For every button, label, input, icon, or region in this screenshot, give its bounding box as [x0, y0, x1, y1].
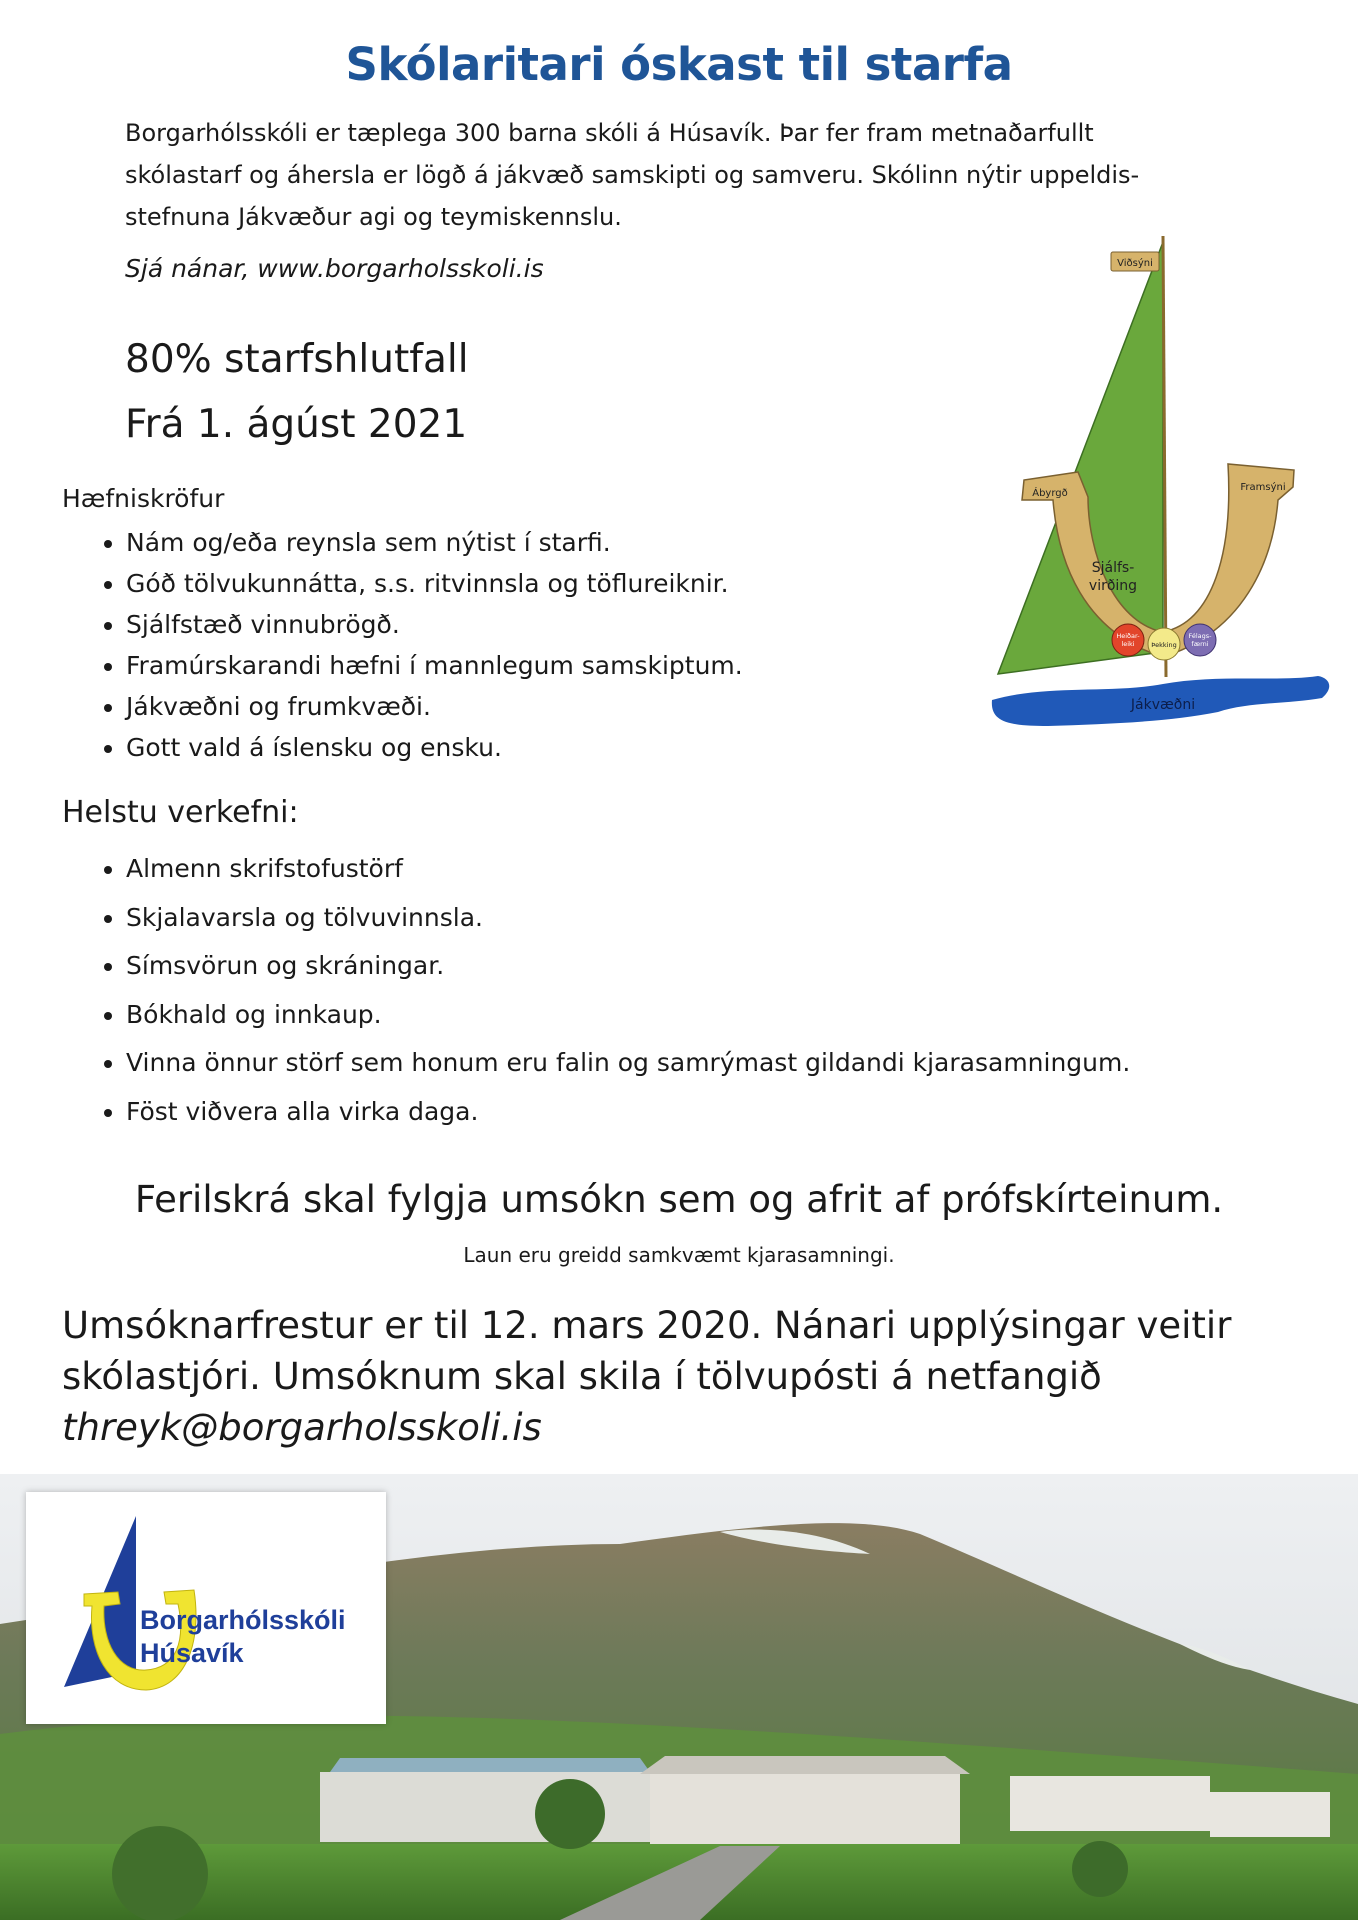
circle-left-label: leiki	[1121, 640, 1135, 648]
logo-text	[140, 1604, 346, 1670]
tree	[1072, 1841, 1128, 1897]
logo-name-line2: Húsavík	[140, 1638, 244, 1668]
circle-right-label: færni	[1191, 640, 1209, 648]
tasks-list	[62, 845, 1130, 1136]
right-arm-label: Framsýni	[1240, 482, 1286, 493]
apartment-building	[1210, 1792, 1330, 1837]
list-item: • Bókhald og innkaup.	[126, 991, 1130, 1040]
cv-notice: Ferilskrá skal fylgja umsókn sem og afrit af prófskírteinum.	[134, 1178, 1224, 1221]
list-item: • Sjálfstæð vinnubrögð.	[126, 604, 743, 645]
center-label-line1: Sjálfs-	[1091, 560, 1135, 576]
tree	[112, 1826, 208, 1920]
school-building	[650, 1774, 960, 1854]
sail-shape	[998, 242, 1163, 674]
tasks-heading: Helstu verkefni:	[62, 795, 299, 830]
left-arm-label: Ábyrgð	[1032, 488, 1068, 499]
application-line: skólastjóri. Umsóknum skal skila í tölvupósti á netfangið	[62, 1355, 1102, 1398]
list-item: • Góð tölvukunnátta, s.s. ritvinnsla og töflureiknir.	[126, 563, 743, 604]
qualifications-heading: Hæfniskröfur	[62, 484, 225, 513]
intro-paragraph	[125, 112, 1225, 238]
list-item: • Föst viðvera alla virka daga.	[126, 1088, 1130, 1137]
school-logo	[26, 1492, 386, 1724]
intro-line: Borgarhólsskóli er tæplega 300 barna skóli á Húsavík. Þar fer fram metnaðarfullt	[125, 119, 1094, 147]
list-item: • Jákvæðni og frumkvæði.	[126, 686, 743, 727]
tree	[535, 1779, 605, 1849]
apartment-building	[1010, 1776, 1210, 1831]
intro-line: skólastarf og áhersla er lögð á jákvæð samskipti og samveru. Skólinn nýtir uppeldis-	[125, 161, 1140, 189]
base-label: Jákvæðni	[1130, 697, 1196, 713]
school-roof	[640, 1756, 970, 1774]
website-text: Sjá nánar, www.borgarholsskoli.is	[125, 254, 544, 283]
list-item: • Skjalavarsla og tölvuvinnsla.	[126, 894, 1130, 943]
application-email[interactable]: threyk@borgarholsskoli.is	[62, 1406, 542, 1449]
circle-right-label: Félags-	[1188, 632, 1212, 640]
circle-center-label: Þekking	[1151, 641, 1177, 649]
position-percent: 80% starfshlutfall	[125, 337, 469, 382]
top-flag-label: Viðsýni	[1117, 258, 1153, 269]
list-item: • Nám og/eða reynsla sem nýtist í starfi.	[126, 522, 743, 563]
logo-name-line1: Borgarhólsskóli	[140, 1605, 346, 1635]
list-item: • Símsvörun og skráningar.	[126, 942, 1130, 991]
list-item: • Gott vald á íslensku og ensku.	[126, 727, 743, 768]
application-line: Umsóknarfrestur er til 12. mars 2020. Nánari upplýsingar veitir	[62, 1304, 1232, 1347]
list-item: • Vinna önnur störf sem honum eru falin og samrýmast gildandi kjarasamningum.	[126, 1039, 1130, 1088]
intro-line: stefnuna Jákvæður agi og teymiskennslu.	[125, 203, 622, 231]
center-label-line2: virðing	[1088, 578, 1138, 594]
qualifications-list	[62, 522, 743, 768]
list-item: • Framúrskarandi hæfni í mannlegum samskiptum.	[126, 645, 743, 686]
circle-left-label: Heiðar-	[1116, 632, 1140, 640]
page-title: Skólaritari óskast til starfa	[345, 38, 1013, 91]
list-item: • Almenn skrifstofustörf	[126, 845, 1130, 894]
values-diagram	[988, 232, 1336, 732]
start-date: Frá 1. ágúst 2021	[125, 402, 468, 447]
salary-notice: Laun eru greidd samkvæmt kjarasamningi.	[463, 1243, 895, 1267]
application-info	[62, 1300, 1322, 1453]
school-roof	[330, 1758, 650, 1772]
